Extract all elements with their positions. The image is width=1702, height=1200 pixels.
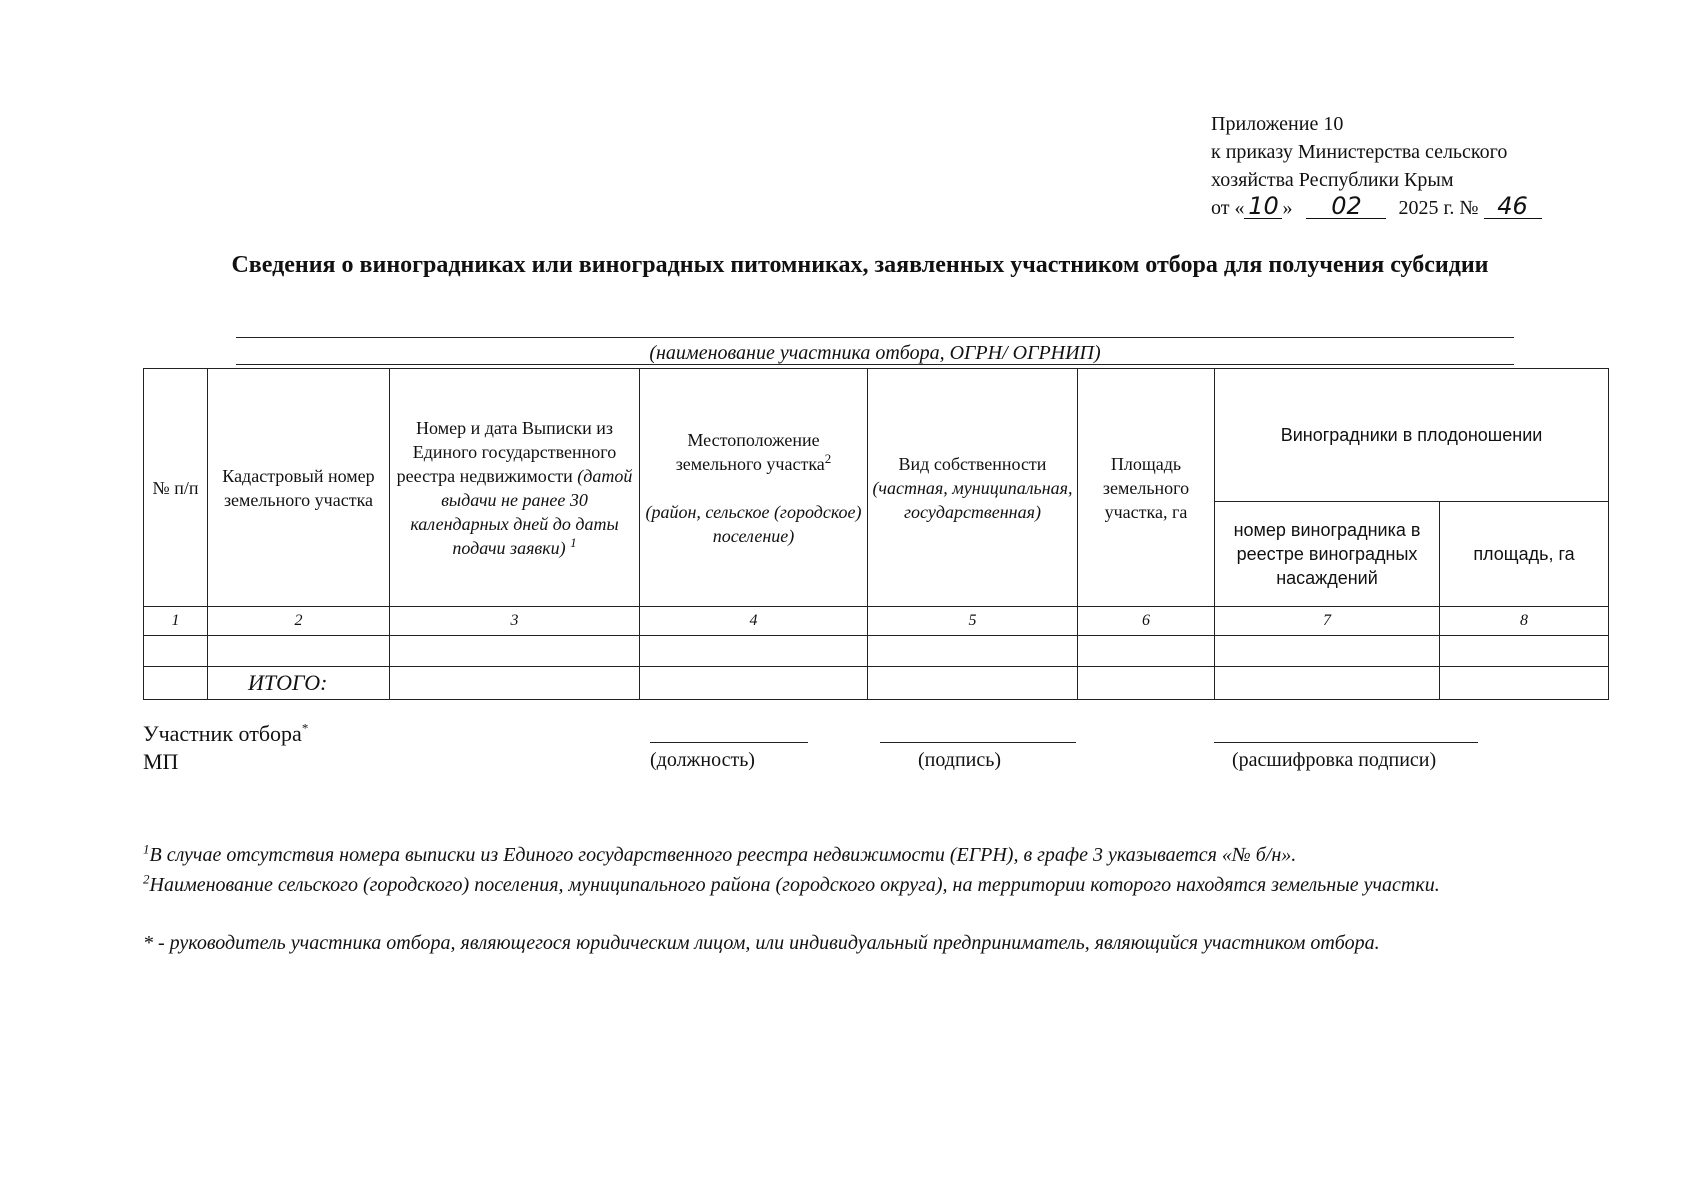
col-header-location-main: Местоположение земельного участка	[675, 429, 825, 474]
table-row	[144, 636, 1609, 667]
column-number: 6	[1078, 607, 1215, 636]
column-number: 5	[868, 607, 1078, 636]
decoding-line	[1214, 742, 1478, 743]
footnote-2-mark: 2	[143, 871, 150, 887]
col-header-number: № п/п	[144, 369, 208, 607]
col-header-extract-note: (датой выдачи не ранее 30 календарных дней до даты подачи заявки)	[410, 465, 633, 558]
signature-caption: (подпись)	[918, 749, 1002, 771]
col-header-ownership	[868, 369, 1078, 607]
col-header-area: Площадь земельного участка, га	[1078, 369, 1215, 607]
appendix-line-1: Приложение 10	[1211, 113, 1344, 135]
col-header-fruiting-vineyards: Виноградники в плодоношении	[1215, 369, 1609, 502]
col-header-location-note: (район, сельское (городское) поселение)	[645, 501, 862, 546]
footnote-1-text: В случае отсутствия номера выписки из Единого государственного реестра недвижимости (ЕГРН), в графе 3 указывается «№ б/н».	[149, 844, 1297, 866]
table-cell[interactable]	[1078, 636, 1215, 667]
table-cell[interactable]	[1078, 667, 1215, 700]
vineyards-table	[143, 368, 1609, 700]
column-number: 7	[1215, 607, 1440, 636]
column-number: 1	[144, 607, 208, 636]
column-number: 8	[1440, 607, 1609, 636]
footnotes	[143, 840, 1583, 958]
order-year: 2025 г. №	[1398, 197, 1479, 219]
column-number: 2	[208, 607, 390, 636]
appendix-line-3: хозяйства Республики Крым	[1211, 169, 1454, 191]
table-cell[interactable]	[1215, 636, 1440, 667]
table-cell[interactable]	[1440, 667, 1609, 700]
col-header-cadastral: Кадастровый номер земельного участка	[208, 369, 390, 607]
col-header-vineyard-number: номер виноградника в реестре виноградных насаждений	[1215, 502, 1440, 607]
footnote-ref-star: *	[301, 720, 309, 736]
table-cell[interactable]	[640, 667, 868, 700]
table-cell[interactable]	[144, 636, 208, 667]
col-header-location	[640, 369, 868, 607]
col-header-vineyard-area: площадь, га	[1440, 502, 1609, 607]
footnote-2-text: Наименование сельского (городского) поселения, муниципального района (городского округа), на территории которого находятся земельные участки.	[149, 874, 1440, 896]
table-header-row-1	[144, 369, 1609, 502]
position-line	[650, 742, 808, 743]
table-cell[interactable]	[868, 636, 1078, 667]
order-number: 46	[1484, 194, 1542, 219]
col-header-ownership-main: Вид собственности	[898, 453, 1047, 474]
order-date-line	[1211, 194, 1542, 222]
participant-label-text: Участник отбора	[143, 721, 302, 746]
footnote-ref-1: 1	[570, 534, 577, 550]
signature-line	[880, 742, 1076, 743]
footnote-1-mark: 1	[143, 841, 150, 857]
table-cell[interactable]	[1440, 636, 1609, 667]
column-number: 3	[390, 607, 640, 636]
date-quote-close: »	[1282, 197, 1293, 219]
document-title: Сведения о виноградниках или виноградных питомниках, заявленных участником отбора для получения субсидии	[231, 252, 1489, 278]
col-header-extract	[390, 369, 640, 607]
total-label: ИТОГО:	[208, 667, 390, 700]
table-cell[interactable]	[640, 636, 868, 667]
table-column-numbers-row	[144, 607, 1609, 636]
col-header-ownership-note: (частная, муниципальная, государственная)	[872, 477, 1073, 522]
appendix-header	[1211, 110, 1542, 222]
table-cell[interactable]	[1215, 667, 1440, 700]
footnote-star: * - руководитель участника отбора, являющегося юридическим лицом, или индивидуальный предприниматель, являющийся участником отбора.	[143, 932, 1380, 954]
appendix-line-2: к приказу Министерства сельского	[1211, 141, 1508, 163]
table-cell[interactable]	[868, 667, 1078, 700]
participant-name-line	[236, 337, 1514, 338]
order-day: 10	[1244, 194, 1282, 219]
footnote-2	[143, 870, 1583, 900]
footnote-ref-2: 2	[824, 450, 832, 466]
table-cell[interactable]	[144, 667, 208, 700]
seal-label: МП	[143, 749, 179, 774]
position-caption: (должность)	[650, 749, 755, 771]
table-cell[interactable]	[208, 636, 390, 667]
order-month: 02	[1306, 194, 1386, 219]
table-cell[interactable]	[390, 636, 640, 667]
col-header-extract-main: Номер и дата Выписки из Единого государственного реестра недвижимости	[396, 417, 617, 486]
participant-name-caption: (наименование участника отбора, ОГРН/ ОГРНИП)	[236, 342, 1514, 365]
date-prefix: от «	[1211, 197, 1245, 219]
participant-label	[143, 720, 308, 748]
column-number: 4	[640, 607, 868, 636]
table-total-row	[144, 667, 1609, 700]
footnote-1	[143, 840, 1583, 870]
table-cell[interactable]	[390, 667, 640, 700]
decoding-caption: (расшифровка подписи)	[1232, 749, 1437, 771]
